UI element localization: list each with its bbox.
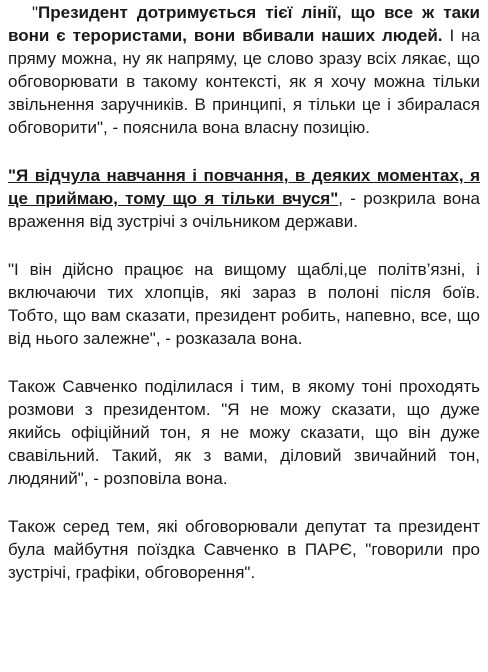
paragraph-text: І на пряму можна, ну як напряму, це слово зразу всіх лякає, що обговорювати в такому контексті, як я хочу можна тільки звільнення заручників. В принципі, я тільки це і збиралася обговорити", - пояснила вона власну позицію. [8, 26, 480, 137]
paragraph-3: "І він дійсно працює на вищому щаблі,це політв’язні, і включаючи тих хлопців, які зараз в полоні після боїв. Тобто, що вам сказати, президент робить, напевно, все, що від нього залежне", - розказала вона. [8, 260, 480, 348]
article-body [8, 1, 480, 584]
highlighted-quote: "Я відчула навчання і повчання, в деяких моментах, я це приймаю, тому що я тільки вчуся" [8, 166, 480, 208]
opening-quote: " [32, 3, 39, 22]
paragraph-spacer [8, 350, 480, 375]
paragraph-4: Також Савченко поділилася і тим, в якому тоні проходять розмови з президентом. "Я не можу сказати, що дуже якийсь офіційний тон, я не можу сказати, що він дуже свавільний. Такий, як з вами, діловий звичайний тон, людяний", - розповіла вона. [8, 377, 480, 488]
bold-quote: Президент дотримується тієї лінії, що все ж таки вони є терористами, вони вбивали наших людей. [8, 3, 480, 45]
paragraph-2 [8, 164, 480, 233]
paragraph-spacer [8, 490, 480, 515]
paragraph-spacer [8, 233, 480, 258]
paragraph-spacer [8, 139, 480, 164]
paragraph-5: Також серед тем, які обговорювали депутат та президент була майбутня поїздка Савченко в ПАРЄ, "говорили про зустрічі, графіки, обговорення". [8, 517, 480, 582]
paragraph-1 [8, 1, 480, 139]
paragraph-text: , - розкрила вона враження від зустрічі з очільником держави. [8, 189, 480, 231]
